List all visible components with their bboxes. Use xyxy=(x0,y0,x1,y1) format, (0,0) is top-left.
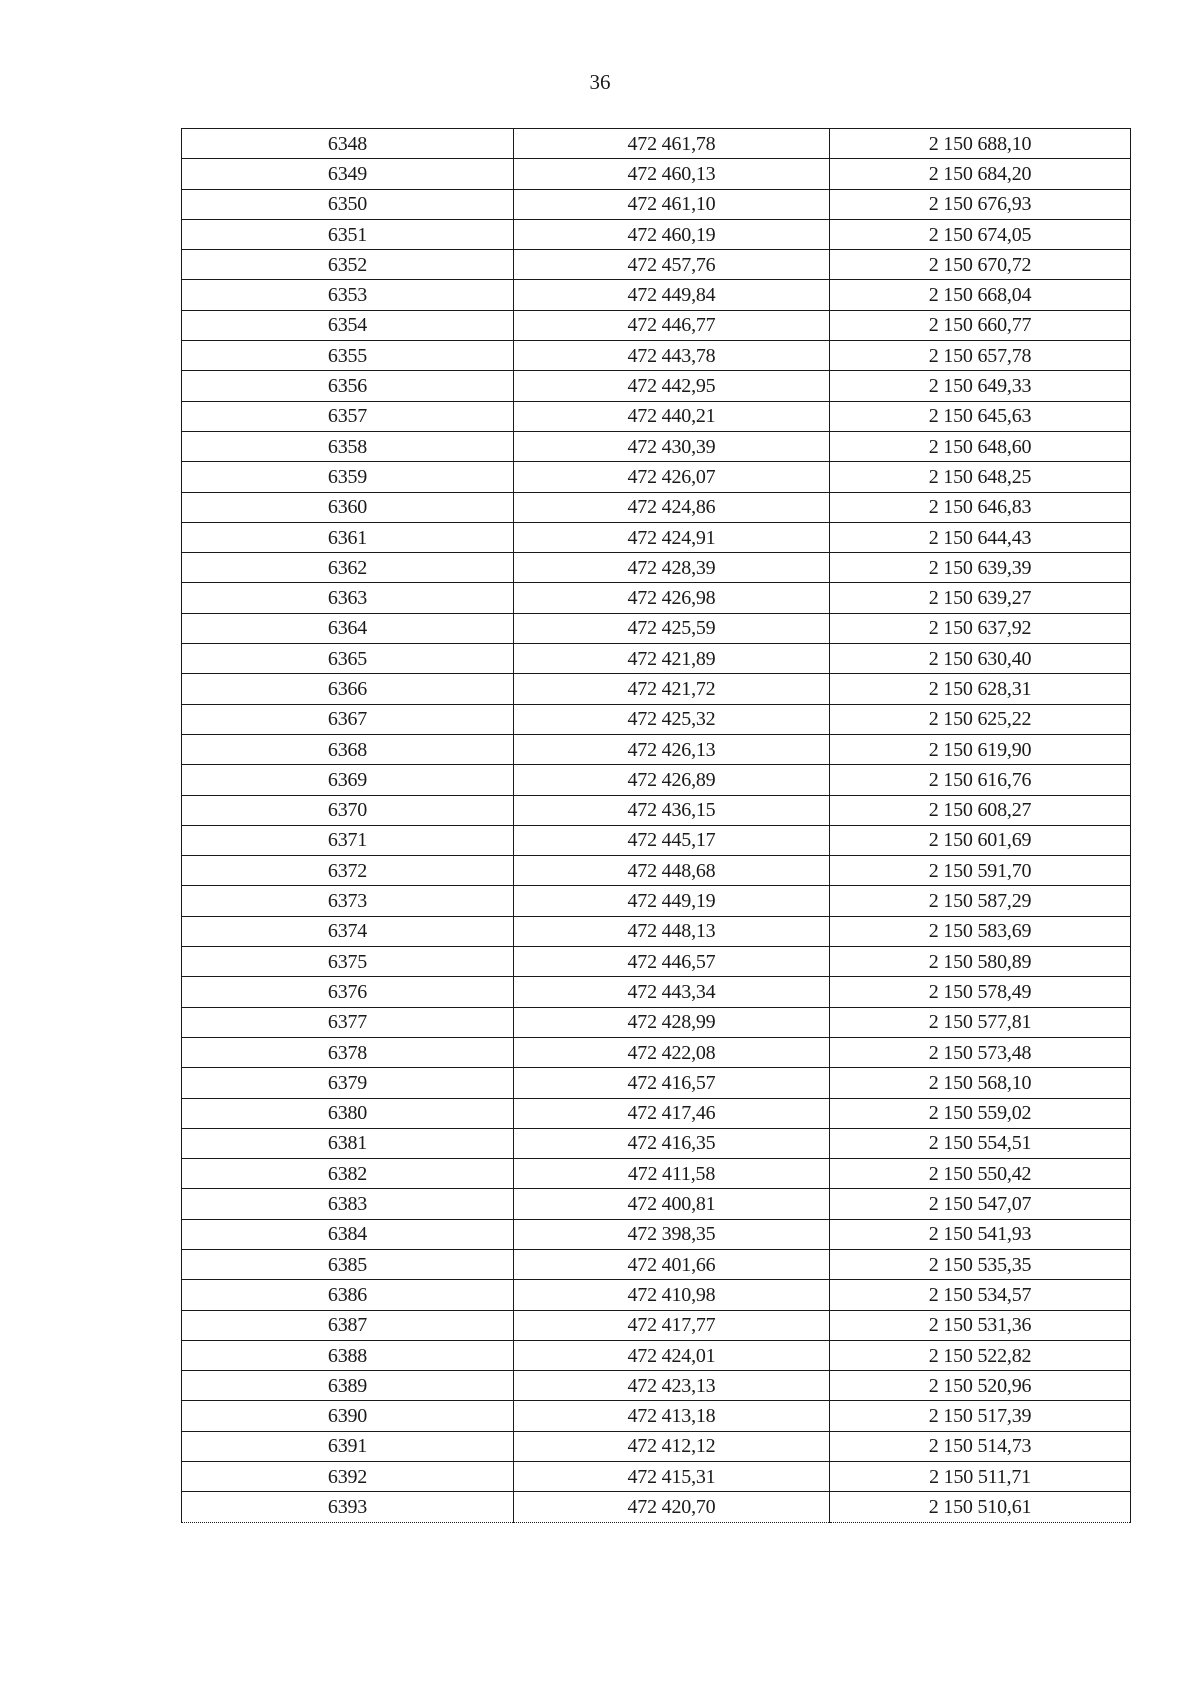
table-row xyxy=(182,341,1131,371)
point-number-cell: 6376 xyxy=(182,977,514,1007)
x-coordinate-cell: 472 425,32 xyxy=(514,704,830,734)
point-number-cell: 6383 xyxy=(182,1189,514,1219)
x-coordinate-cell: 472 436,15 xyxy=(514,795,830,825)
table-row xyxy=(182,401,1131,431)
table-row xyxy=(182,553,1131,583)
x-coordinate-cell: 472 421,72 xyxy=(514,674,830,704)
y-coordinate-cell: 2 150 547,07 xyxy=(830,1189,1131,1219)
y-coordinate-cell: 2 150 649,33 xyxy=(830,371,1131,401)
table-row xyxy=(182,1310,1131,1340)
table-row xyxy=(182,856,1131,886)
x-coordinate-cell: 472 461,78 xyxy=(514,129,830,159)
point-number-cell: 6363 xyxy=(182,583,514,613)
table-row xyxy=(182,1249,1131,1279)
table-row xyxy=(182,977,1131,1007)
point-number-cell: 6366 xyxy=(182,674,514,704)
y-coordinate-cell: 2 150 591,70 xyxy=(830,856,1131,886)
x-coordinate-cell: 472 412,12 xyxy=(514,1431,830,1461)
y-coordinate-cell: 2 150 648,25 xyxy=(830,462,1131,492)
coordinates-table-body xyxy=(182,129,1131,1523)
y-coordinate-cell: 2 150 573,48 xyxy=(830,1037,1131,1067)
x-coordinate-cell: 472 426,89 xyxy=(514,765,830,795)
y-coordinate-cell: 2 150 657,78 xyxy=(830,341,1131,371)
table-row xyxy=(182,371,1131,401)
y-coordinate-cell: 2 150 616,76 xyxy=(830,765,1131,795)
point-number-cell: 6352 xyxy=(182,250,514,280)
y-coordinate-cell: 2 150 601,69 xyxy=(830,825,1131,855)
x-coordinate-cell: 472 449,19 xyxy=(514,886,830,916)
point-number-cell: 6357 xyxy=(182,401,514,431)
x-coordinate-cell: 472 426,98 xyxy=(514,583,830,613)
point-number-cell: 6382 xyxy=(182,1159,514,1189)
point-number-cell: 6374 xyxy=(182,916,514,946)
x-coordinate-cell: 472 443,34 xyxy=(514,977,830,1007)
point-number-cell: 6373 xyxy=(182,886,514,916)
y-coordinate-cell: 2 150 630,40 xyxy=(830,644,1131,674)
x-coordinate-cell: 472 448,68 xyxy=(514,856,830,886)
y-coordinate-cell: 2 150 644,43 xyxy=(830,522,1131,552)
y-coordinate-cell: 2 150 625,22 xyxy=(830,704,1131,734)
table-row xyxy=(182,583,1131,613)
point-number-cell: 6384 xyxy=(182,1219,514,1249)
x-coordinate-cell: 472 413,18 xyxy=(514,1401,830,1431)
point-number-cell: 6367 xyxy=(182,704,514,734)
x-coordinate-cell: 472 422,08 xyxy=(514,1037,830,1067)
table-row xyxy=(182,1007,1131,1037)
point-number-cell: 6392 xyxy=(182,1462,514,1492)
y-coordinate-cell: 2 150 577,81 xyxy=(830,1007,1131,1037)
x-coordinate-cell: 472 417,77 xyxy=(514,1310,830,1340)
x-coordinate-cell: 472 428,39 xyxy=(514,553,830,583)
point-number-cell: 6380 xyxy=(182,1098,514,1128)
y-coordinate-cell: 2 150 646,83 xyxy=(830,492,1131,522)
x-coordinate-cell: 472 443,78 xyxy=(514,341,830,371)
table-row xyxy=(182,431,1131,461)
table-row xyxy=(182,1401,1131,1431)
table-row xyxy=(182,825,1131,855)
point-number-cell: 6387 xyxy=(182,1310,514,1340)
point-number-cell: 6359 xyxy=(182,462,514,492)
y-coordinate-cell: 2 150 639,39 xyxy=(830,553,1131,583)
y-coordinate-cell: 2 150 583,69 xyxy=(830,916,1131,946)
point-number-cell: 6385 xyxy=(182,1249,514,1279)
y-coordinate-cell: 2 150 520,96 xyxy=(830,1371,1131,1401)
table-row xyxy=(182,1492,1131,1522)
table-row xyxy=(182,886,1131,916)
y-coordinate-cell: 2 150 522,82 xyxy=(830,1340,1131,1370)
table-row xyxy=(182,947,1131,977)
y-coordinate-cell: 2 150 628,31 xyxy=(830,674,1131,704)
y-coordinate-cell: 2 150 541,93 xyxy=(830,1219,1131,1249)
table-row xyxy=(182,704,1131,734)
x-coordinate-cell: 472 424,86 xyxy=(514,492,830,522)
y-coordinate-cell: 2 150 684,20 xyxy=(830,159,1131,189)
point-number-cell: 6390 xyxy=(182,1401,514,1431)
y-coordinate-cell: 2 150 676,93 xyxy=(830,189,1131,219)
y-coordinate-cell: 2 150 568,10 xyxy=(830,1068,1131,1098)
page-number: 36 xyxy=(589,70,611,94)
point-number-cell: 6351 xyxy=(182,219,514,249)
table-row xyxy=(182,462,1131,492)
point-number-cell: 6364 xyxy=(182,613,514,643)
y-coordinate-cell: 2 150 608,27 xyxy=(830,795,1131,825)
x-coordinate-cell: 472 424,91 xyxy=(514,522,830,552)
y-coordinate-cell: 2 150 619,90 xyxy=(830,734,1131,764)
point-number-cell: 6361 xyxy=(182,522,514,552)
x-coordinate-cell: 472 425,59 xyxy=(514,613,830,643)
point-number-cell: 6375 xyxy=(182,947,514,977)
point-number-cell: 6379 xyxy=(182,1068,514,1098)
table-row xyxy=(182,674,1131,704)
y-coordinate-cell: 2 150 648,60 xyxy=(830,431,1131,461)
x-coordinate-cell: 472 421,89 xyxy=(514,644,830,674)
x-coordinate-cell: 472 457,76 xyxy=(514,250,830,280)
point-number-cell: 6378 xyxy=(182,1037,514,1067)
x-coordinate-cell: 472 460,13 xyxy=(514,159,830,189)
x-coordinate-cell: 472 410,98 xyxy=(514,1280,830,1310)
x-coordinate-cell: 472 426,07 xyxy=(514,462,830,492)
point-number-cell: 6349 xyxy=(182,159,514,189)
table-row xyxy=(182,644,1131,674)
table-row xyxy=(182,765,1131,795)
table-row xyxy=(182,1280,1131,1310)
table-row xyxy=(182,1340,1131,1370)
y-coordinate-cell: 2 150 531,36 xyxy=(830,1310,1131,1340)
table-row xyxy=(182,280,1131,310)
x-coordinate-cell: 472 423,13 xyxy=(514,1371,830,1401)
x-coordinate-cell: 472 411,58 xyxy=(514,1159,830,1189)
table-row xyxy=(182,250,1131,280)
y-coordinate-cell: 2 150 554,51 xyxy=(830,1128,1131,1158)
point-number-cell: 6353 xyxy=(182,280,514,310)
y-coordinate-cell: 2 150 514,73 xyxy=(830,1431,1131,1461)
x-coordinate-cell: 472 417,46 xyxy=(514,1098,830,1128)
table-row xyxy=(182,1431,1131,1461)
y-coordinate-cell: 2 150 668,04 xyxy=(830,280,1131,310)
point-number-cell: 6350 xyxy=(182,189,514,219)
table-row xyxy=(182,1189,1131,1219)
table-row xyxy=(182,522,1131,552)
x-coordinate-cell: 472 446,77 xyxy=(514,310,830,340)
x-coordinate-cell: 472 449,84 xyxy=(514,280,830,310)
point-number-cell: 6370 xyxy=(182,795,514,825)
y-coordinate-cell: 2 150 534,57 xyxy=(830,1280,1131,1310)
table-row xyxy=(182,159,1131,189)
x-coordinate-cell: 472 460,19 xyxy=(514,219,830,249)
point-number-cell: 6377 xyxy=(182,1007,514,1037)
table-row xyxy=(182,1462,1131,1492)
table-row xyxy=(182,310,1131,340)
point-number-cell: 6354 xyxy=(182,310,514,340)
table-row xyxy=(182,1128,1131,1158)
point-number-cell: 6372 xyxy=(182,856,514,886)
table-row xyxy=(182,1219,1131,1249)
point-number-cell: 6362 xyxy=(182,553,514,583)
x-coordinate-cell: 472 400,81 xyxy=(514,1189,830,1219)
y-coordinate-cell: 2 150 517,39 xyxy=(830,1401,1131,1431)
table-row xyxy=(182,1159,1131,1189)
x-coordinate-cell: 472 398,35 xyxy=(514,1219,830,1249)
point-number-cell: 6368 xyxy=(182,734,514,764)
x-coordinate-cell: 472 424,01 xyxy=(514,1340,830,1370)
point-number-cell: 6348 xyxy=(182,129,514,159)
point-number-cell: 6388 xyxy=(182,1340,514,1370)
table-row xyxy=(182,492,1131,522)
table-row xyxy=(182,795,1131,825)
x-coordinate-cell: 472 415,31 xyxy=(514,1462,830,1492)
y-coordinate-cell: 2 150 637,92 xyxy=(830,613,1131,643)
x-coordinate-cell: 472 416,57 xyxy=(514,1068,830,1098)
y-coordinate-cell: 2 150 645,63 xyxy=(830,401,1131,431)
y-coordinate-cell: 2 150 578,49 xyxy=(830,977,1131,1007)
y-coordinate-cell: 2 150 587,29 xyxy=(830,886,1131,916)
table-row xyxy=(182,734,1131,764)
x-coordinate-cell: 472 416,35 xyxy=(514,1128,830,1158)
table-row xyxy=(182,1037,1131,1067)
table-row xyxy=(182,219,1131,249)
x-coordinate-cell: 472 430,39 xyxy=(514,431,830,461)
point-number-cell: 6369 xyxy=(182,765,514,795)
y-coordinate-cell: 2 150 535,35 xyxy=(830,1249,1131,1279)
point-number-cell: 6393 xyxy=(182,1492,514,1522)
x-coordinate-cell: 472 401,66 xyxy=(514,1249,830,1279)
point-number-cell: 6381 xyxy=(182,1128,514,1158)
coordinates-table xyxy=(181,128,1131,1523)
x-coordinate-cell: 472 426,13 xyxy=(514,734,830,764)
y-coordinate-cell: 2 150 580,89 xyxy=(830,947,1131,977)
point-number-cell: 6356 xyxy=(182,371,514,401)
y-coordinate-cell: 2 150 674,05 xyxy=(830,219,1131,249)
x-coordinate-cell: 472 420,70 xyxy=(514,1492,830,1522)
y-coordinate-cell: 2 150 559,02 xyxy=(830,1098,1131,1128)
x-coordinate-cell: 472 428,99 xyxy=(514,1007,830,1037)
y-coordinate-cell: 2 150 688,10 xyxy=(830,129,1131,159)
table-row xyxy=(182,613,1131,643)
point-number-cell: 6355 xyxy=(182,341,514,371)
x-coordinate-cell: 472 461,10 xyxy=(514,189,830,219)
y-coordinate-cell: 2 150 511,71 xyxy=(830,1462,1131,1492)
y-coordinate-cell: 2 150 550,42 xyxy=(830,1159,1131,1189)
y-coordinate-cell: 2 150 639,27 xyxy=(830,583,1131,613)
y-coordinate-cell: 2 150 670,72 xyxy=(830,250,1131,280)
point-number-cell: 6360 xyxy=(182,492,514,522)
x-coordinate-cell: 472 445,17 xyxy=(514,825,830,855)
point-number-cell: 6358 xyxy=(182,431,514,461)
table-row xyxy=(182,1068,1131,1098)
table-row xyxy=(182,1371,1131,1401)
point-number-cell: 6371 xyxy=(182,825,514,855)
point-number-cell: 6365 xyxy=(182,644,514,674)
x-coordinate-cell: 472 448,13 xyxy=(514,916,830,946)
x-coordinate-cell: 472 442,95 xyxy=(514,371,830,401)
point-number-cell: 6386 xyxy=(182,1280,514,1310)
point-number-cell: 6391 xyxy=(182,1431,514,1461)
x-coordinate-cell: 472 446,57 xyxy=(514,947,830,977)
table-row xyxy=(182,189,1131,219)
y-coordinate-cell: 2 150 660,77 xyxy=(830,310,1131,340)
x-coordinate-cell: 472 440,21 xyxy=(514,401,830,431)
table-row xyxy=(182,1098,1131,1128)
y-coordinate-cell: 2 150 510,61 xyxy=(830,1492,1131,1522)
table-row xyxy=(182,129,1131,159)
point-number-cell: 6389 xyxy=(182,1371,514,1401)
table-row xyxy=(182,916,1131,946)
